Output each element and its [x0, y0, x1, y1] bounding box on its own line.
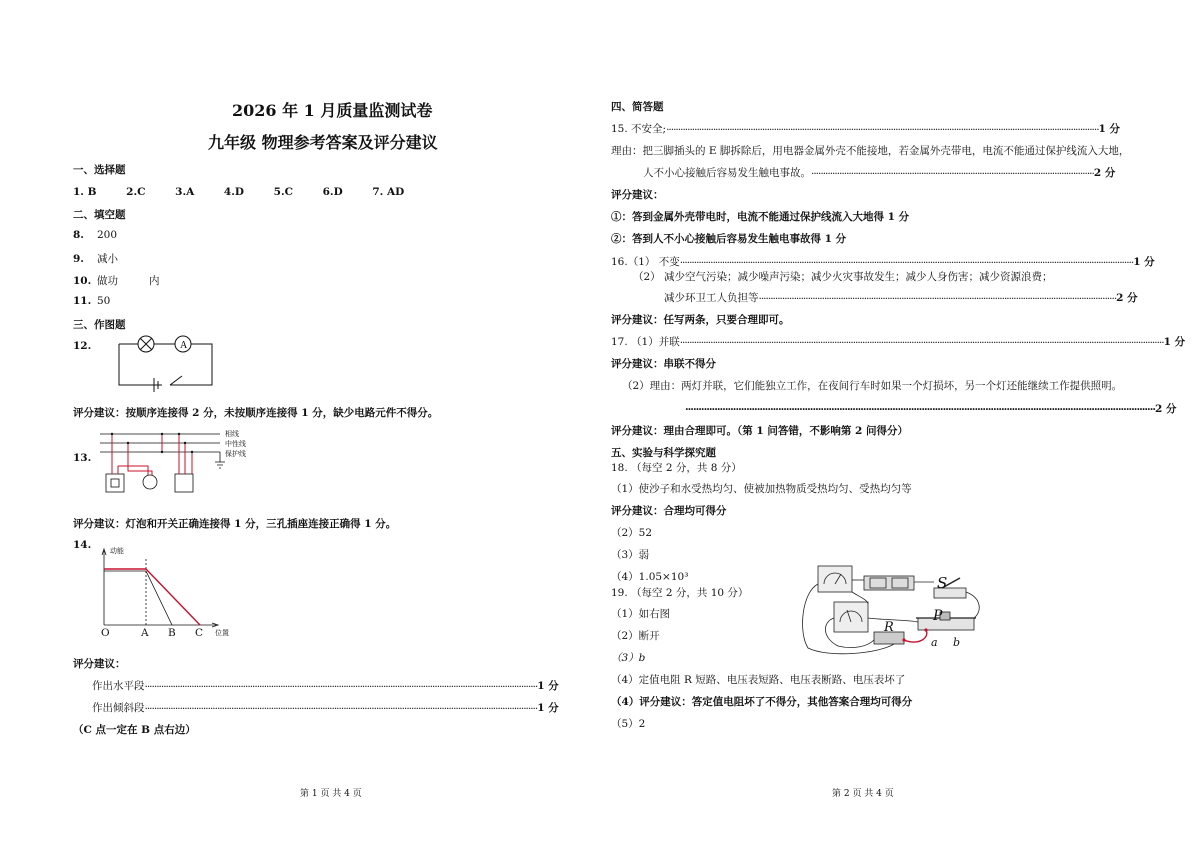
q14-number: 14. [73, 539, 92, 551]
page1-subtitle: 九年级 物理参考答案及评分建议 [208, 133, 438, 152]
q13-number: 13. [73, 452, 92, 464]
q15-scoring-2: ②：答到人不小心接触后容易发生触电事故得 1 分 [611, 233, 847, 245]
q19-label-s: S [937, 574, 948, 592]
fill-8: 8. 200 [73, 229, 118, 241]
q18-part2: （2）52 [611, 527, 653, 539]
q14-score-item-2: 作出倾斜段 ........................................................................................................................................................................ 1 分 [92, 700, 559, 714]
q14-y-axis-label: 动能 [110, 547, 124, 555]
q18-part1: （1）使沙子和水受热均匀、使被加热物质受热均匀、受热均匀等 [611, 483, 912, 495]
q17-scoring-note-b: 评分建议：理由合理即可。（第 1 问答错，不影响第 2 问得分） [611, 425, 908, 437]
fill-10: 10. 做功 内 [73, 275, 160, 287]
q15-scoring-1: ①：答到金属外壳带电时，电流不能通过保护线流入大地得 1 分 [611, 211, 910, 223]
q15-answer-line: 15. 不安全; ......................................................................................................................................................................................... 1 分 [611, 121, 1121, 135]
q13-wiring-diagram [100, 426, 240, 502]
choice-7: 7. AD [372, 186, 405, 198]
choice-2: 2.C [126, 186, 146, 198]
q19-label-b: b [953, 636, 961, 649]
q14-point-a: A [141, 627, 149, 639]
q15-reason-line1: 理由：把三脚插头的 E 脚拆除后，用电器金属外壳不能接地，若金属外壳带电，电流不能通过保护线流入大地， [611, 145, 1130, 157]
q14-extra-note: （C 点一定在 B 点右边） [73, 724, 196, 736]
section-choice: 一、选择题 [73, 164, 126, 176]
page2-footer: 第 2 页 共 4 页 [832, 789, 894, 799]
fill-11: 11. 50 [73, 295, 111, 307]
svg-text:A: A [180, 340, 188, 351]
choice-1: 1. B [73, 186, 97, 198]
section-drawing: 三、作图题 [73, 319, 126, 331]
q13-label-ground: 保护线 [225, 450, 246, 458]
q16-scoring-note: 评分建议：任写两条，只要合理即可。 [611, 314, 790, 326]
q18-part3: （3）弱 [611, 549, 650, 561]
q15-reason-line2: 人不小心接触后容易发生触电事故。 ......................................................................................................................... 2 分 [643, 165, 1116, 179]
q14-point-o: O [101, 627, 110, 639]
choice-4: 4.D [223, 186, 244, 198]
choice-3: 3.A [175, 186, 195, 198]
q17-part2-score-line: ................................................................................................................................................................................. 2 分 [685, 401, 1177, 415]
q12-number: 12. [73, 340, 92, 352]
page1-footer: 第 1 页 共 4 页 [300, 789, 362, 799]
q16-part2-line2: 减少环卫工人负担等 ......................................................................................................................................................... 2 分 [664, 290, 1138, 304]
q19-part4: （4）定值电阻 R 短路、电压表短路、电压表断路、电压表坏了 [611, 674, 906, 686]
q19-label-p: P [933, 608, 943, 624]
q14-point-c: C [195, 627, 204, 639]
q19-part3: （3）b [611, 652, 646, 664]
q14-x-axis-label: 位置 [215, 629, 229, 637]
q19-scoring-note: （4）评分建议：答定值电阻坏了不得分，其他答案合理均可得分 [611, 696, 913, 708]
q14-energy-graph [96, 545, 236, 630]
q17-part2: （2）理由：两灯并联，它们能独立工作，在夜间行车时如果一个灯损坏，另一个灯还能继续工作提供照明。 [622, 380, 1123, 392]
q19-header: 19. （每空 2 分，共 10 分） [611, 587, 749, 599]
q13-label-live: 相线 [225, 430, 239, 438]
q19-part2: （2）断开 [611, 630, 660, 642]
q16-part2-line1: （2） 减少空气污染；减少噪声污染；减少火灾事故发生；减少人身伤害；减少资源浪费； [633, 271, 1053, 283]
choice-answers [73, 186, 404, 198]
q17-part1: 17. （1）并联 ............................................................................................................................................................................................................... 1 分 [611, 334, 1186, 348]
page1-title: 2026 年 1 月质量监测试卷 [232, 101, 433, 120]
section-fill: 二、填空题 [73, 209, 126, 221]
q19-part1: （1）如右图 [611, 608, 671, 620]
q19-part5: （5）2 [611, 718, 646, 730]
section-short-answer: 四、简答题 [611, 101, 664, 113]
q18-scoring-note: 评分建议：合理均可得分 [611, 505, 727, 517]
q12-scoring-note: 评分建议：按顺序连接得 2 分，未按顺序连接得 1 分，缺少电路元件不得分。 [73, 407, 439, 419]
q14-point-b: B [168, 627, 176, 639]
q18-part4: （4）1.05×10³ [611, 571, 689, 583]
q19-label-r: R [884, 620, 894, 635]
fill-9: 9. 减小 [73, 253, 118, 265]
q12-circuit-diagram [110, 330, 222, 390]
section-experiment: 五、实验与科学探究题 [611, 447, 716, 459]
q14-scoring-title: 评分建议： [73, 658, 126, 670]
q16-part1: 16.（1） 不变 .................................................................................................................................................................................................. 1 分 [611, 254, 1155, 268]
choice-5: 5.C [273, 186, 293, 198]
q13-label-neutral: 中性线 [225, 440, 246, 448]
choice-6: 6.D [322, 186, 343, 198]
q15-scoring-title: 评分建议： [611, 189, 664, 201]
q14-score-item-1: 作出水平段 ........................................................................................................................................................................ 1 分 [92, 678, 559, 692]
q18-header: 18. （每空 2 分，共 8 分） [611, 462, 742, 474]
q17-scoring-note-a: 评分建议：串联不得分 [611, 358, 716, 370]
q19-label-a: a [931, 636, 938, 649]
q13-scoring-note: 评分建议：灯泡和开关正确连接得 1 分，三孔插座连接正确得 1 分。 [73, 518, 397, 530]
